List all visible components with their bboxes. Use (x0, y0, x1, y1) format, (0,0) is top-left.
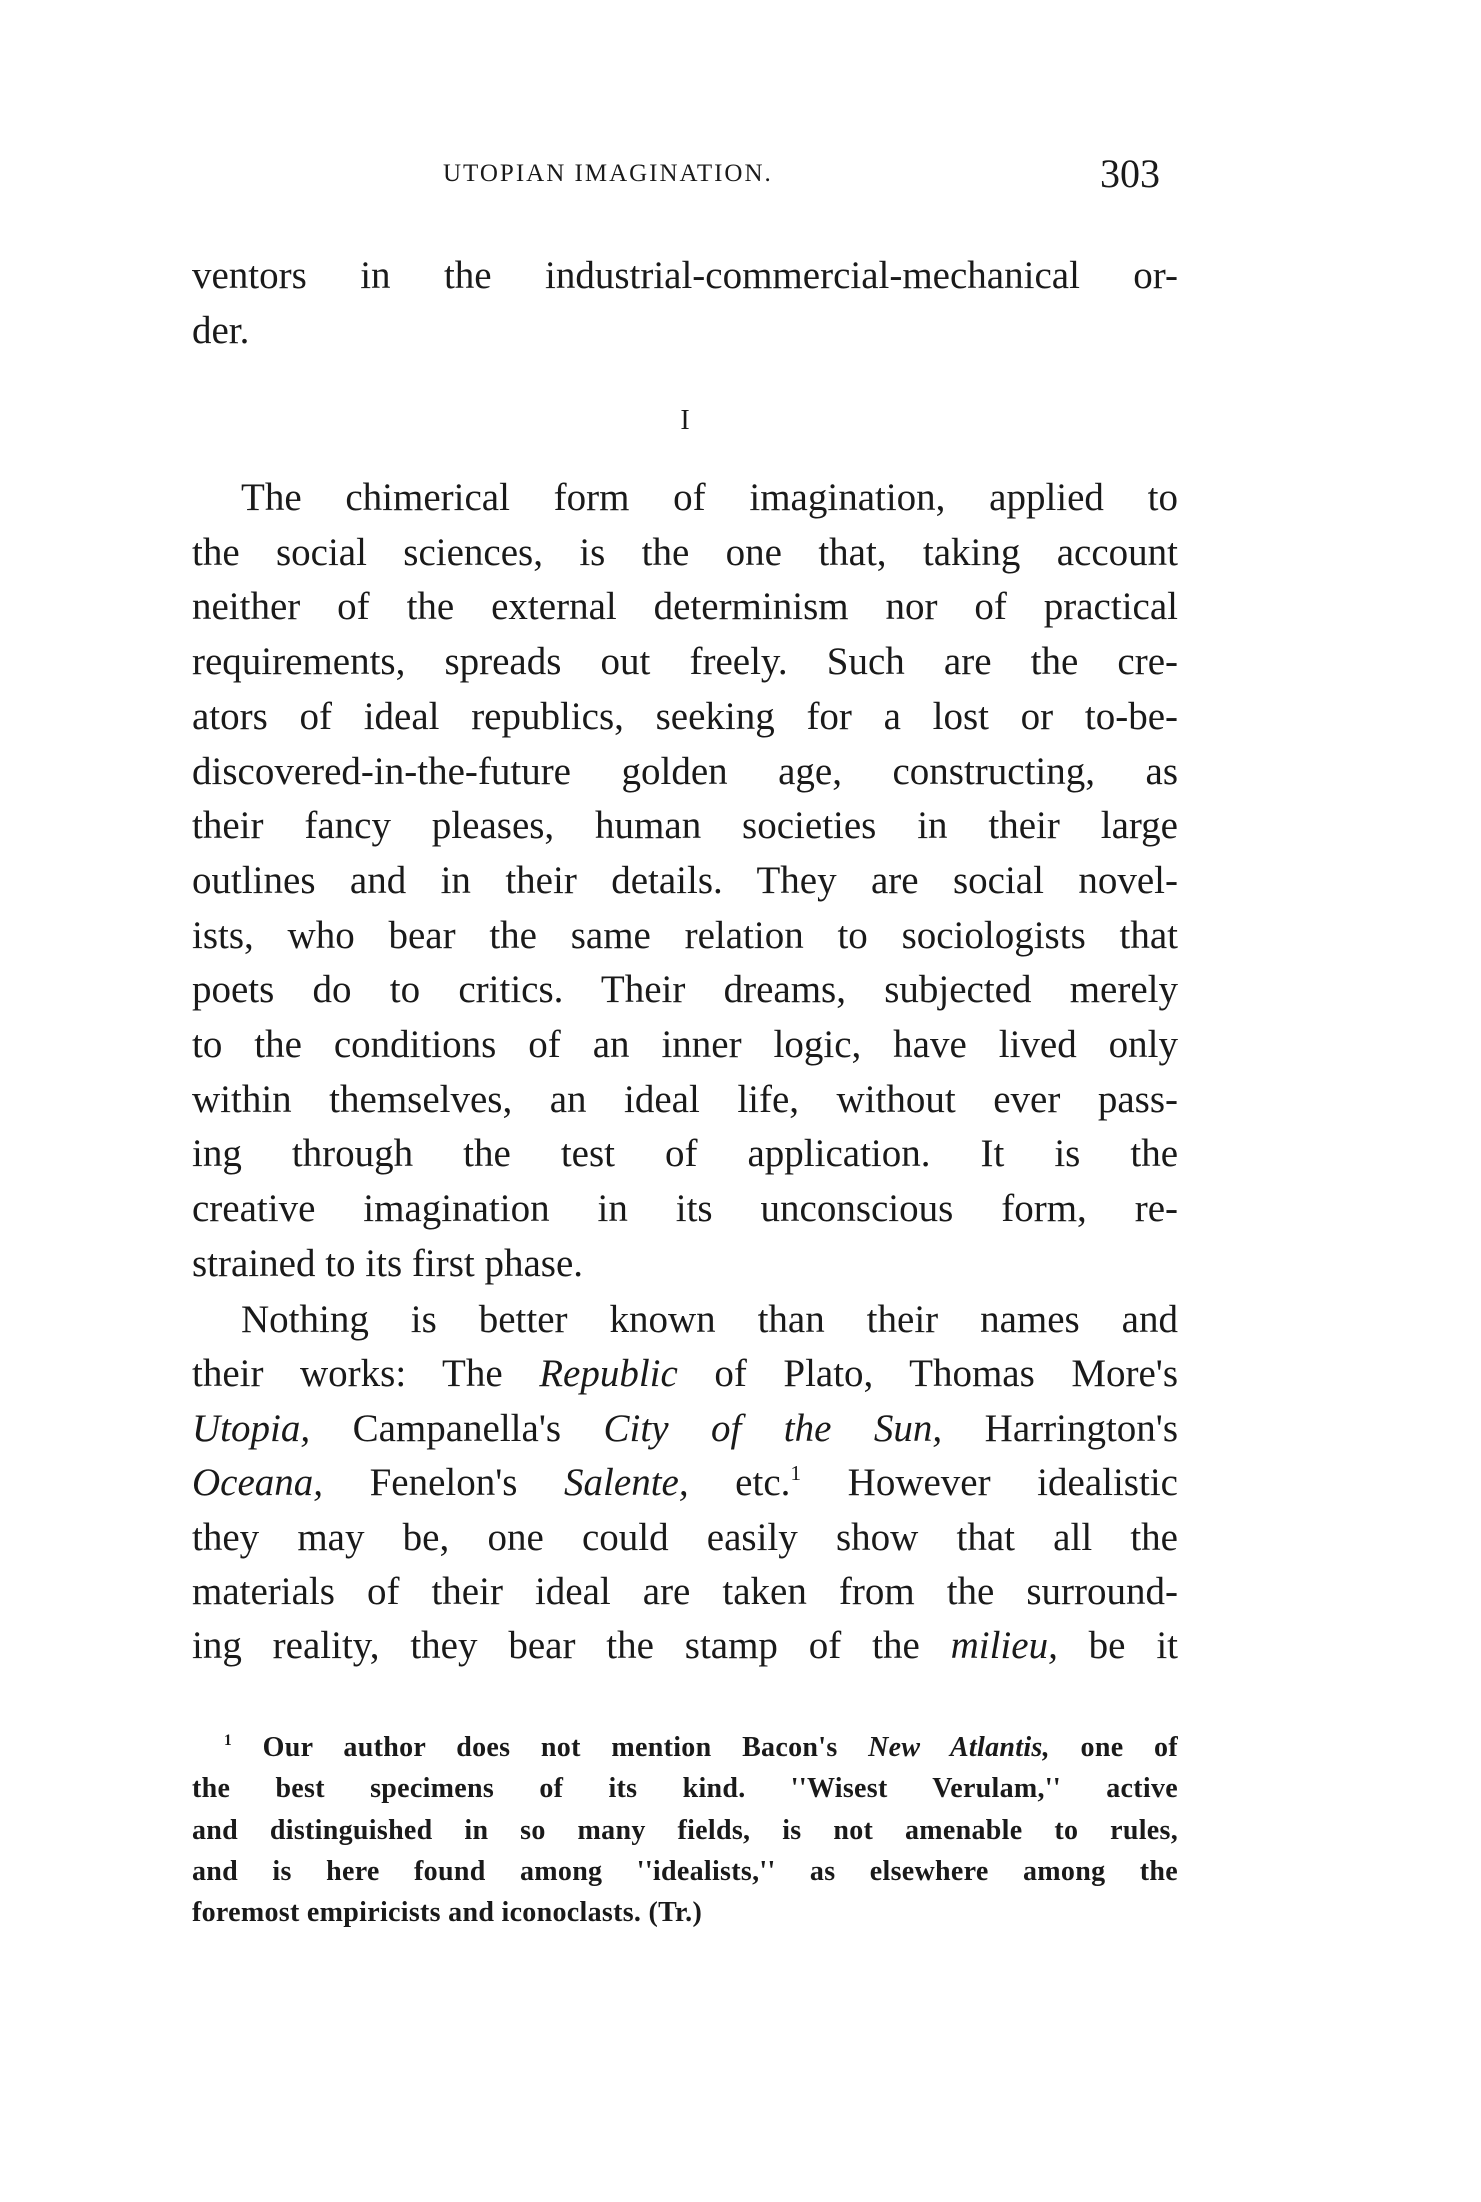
text-line (192, 1075, 1178, 1125)
text-run: they may be, one could easily show that all the (192, 1515, 1178, 1559)
text-line (192, 1458, 1178, 1508)
text-run: the social sciences, is the one that, taking account (192, 530, 1178, 574)
text-run: within themselves, an ideal life, without ever pass- (192, 1077, 1178, 1121)
footnote-line (224, 1730, 1178, 1766)
text-line (192, 1349, 1178, 1399)
text-line (192, 1239, 1178, 1289)
text-run: the best specimens of its kind. ''Wisest Verulam,'' active (192, 1773, 1178, 1805)
text-run: The chimerical form of imagination, applied to (241, 476, 1178, 519)
text-line (192, 1567, 1178, 1617)
text-line (192, 692, 1178, 742)
footnote-marker: 1 (224, 1732, 232, 1750)
text-run: of Plato, Thomas More's (677, 1352, 1179, 1396)
text-run: their works: The (192, 1352, 540, 1396)
section-heading: I (680, 405, 690, 436)
text-run: etc. (688, 1461, 791, 1505)
text-run: to the conditions of an inner logic, have lived only (192, 1023, 1178, 1066)
text-run: ists, who bear the same relation to sociologists that (192, 913, 1178, 957)
text-run: their fancy pleases, human societies in their large (192, 804, 1178, 848)
text-run: requirements, spreads out freely. Such are the cre- (192, 640, 1178, 684)
text-line (192, 1621, 1178, 1671)
text-run: be it (1057, 1624, 1178, 1668)
text-line (192, 251, 1178, 301)
text-line (192, 528, 1178, 578)
text-run: poets do to critics. Their dreams, subjected merely (192, 968, 1178, 1012)
italic-title: Republic (539, 1352, 678, 1396)
text-line (192, 1513, 1178, 1563)
italic-title: New Atlantis, (868, 1732, 1050, 1763)
italic-title: City of the Sun, (603, 1406, 943, 1450)
text-run: and is here found among ''idealists,'' as elsewhere among the (192, 1855, 1178, 1887)
text-run: ing reality, they bear the stamp of the (192, 1624, 951, 1668)
text-run: However idealistic (801, 1461, 1178, 1505)
footnote-line (192, 1895, 1178, 1931)
footnote-line (192, 1854, 1178, 1890)
text-run: ventors in the industrial-commercial-mechanical or- (192, 254, 1178, 297)
text-run: Our author does not mention Bacon's (232, 1732, 869, 1763)
text-run: outlines and in their details. They are social novel- (192, 858, 1178, 902)
text-run: foremost empiricists and iconoclasts. (Tr.) (192, 1897, 703, 1929)
text-line (241, 473, 1178, 523)
text-line (192, 1404, 1178, 1454)
text-line (192, 637, 1178, 687)
footnote-marker: 1 (790, 1461, 802, 1486)
text-line (192, 801, 1178, 851)
text-line (192, 1129, 1178, 1179)
italic-title: Utopia, (192, 1406, 311, 1450)
text-run: strained to its first phase. (192, 1241, 584, 1285)
page-number: 303 (1100, 151, 1160, 196)
italic-title: milieu, (950, 1624, 1058, 1668)
text-run: der. (192, 309, 250, 352)
italic-title: Salente, (564, 1461, 689, 1505)
text-run: one of (1049, 1732, 1178, 1763)
text-run: discovered-in-the-future golden age, constructing, as (192, 749, 1178, 793)
text-line (192, 911, 1178, 961)
text-run: Fenelon's (323, 1461, 565, 1505)
text-line (192, 747, 1178, 797)
text-run: Nothing is better known than their names and (241, 1298, 1178, 1341)
text-run: Harrington's (942, 1406, 1178, 1450)
text-run: creative imagination in its unconscious form, re- (192, 1187, 1178, 1231)
footnote-line (192, 1771, 1178, 1807)
text-run: Campanella's (310, 1406, 604, 1450)
text-line (192, 582, 1178, 632)
text-line (241, 1295, 1178, 1345)
text-run: materials of their ideal are taken from the surround- (192, 1570, 1178, 1613)
text-line (192, 856, 1178, 906)
text-line (192, 1020, 1178, 1070)
text-run: ing through the test of application. It is the (192, 1132, 1178, 1176)
text-line (192, 965, 1178, 1015)
footnote-line (192, 1813, 1178, 1849)
text-run: ators of ideal republics, seeking for a lost or to-be- (192, 694, 1178, 738)
running-title: UTOPIAN IMAGINATION. (443, 160, 773, 187)
text-run: and distinguished in so many fields, is not amenable to rules, (192, 1814, 1178, 1846)
text-run: neither of the external determinism nor of practical (192, 585, 1178, 629)
text-line (192, 306, 1178, 356)
italic-title: Oceana, (192, 1461, 324, 1505)
text-line (192, 1184, 1178, 1234)
